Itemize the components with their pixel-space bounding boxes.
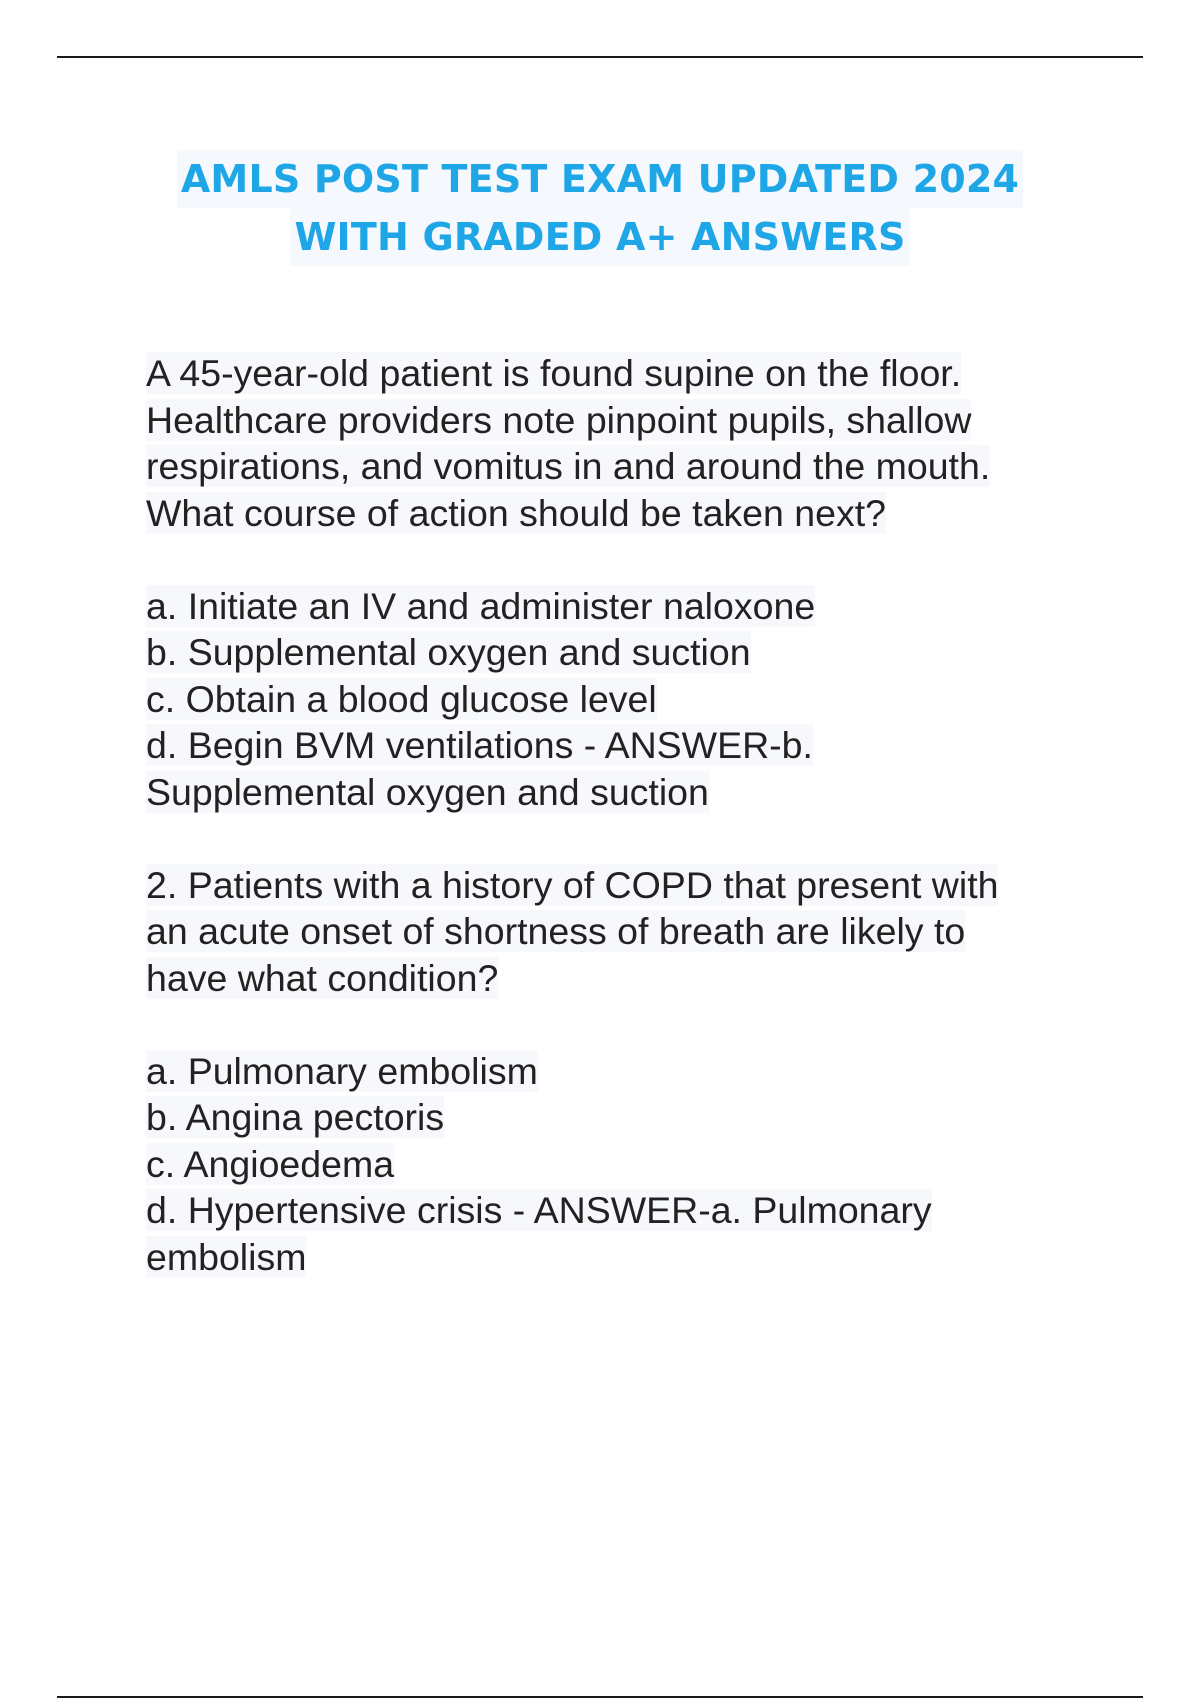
option-a: a. Pulmonary embolism [146, 1049, 538, 1092]
question-2 [146, 862, 1086, 1281]
bottom-rule [57, 1696, 1143, 1698]
question-text-line: Healthcare providers note pinpoint pupils, shallow [146, 398, 972, 441]
spacer [146, 1001, 1086, 1048]
option-c: c. Obtain a blood glucose level [146, 677, 657, 720]
question-text-line: A 45-year-old patient is found supine on the floor. [146, 352, 962, 394]
spacer [146, 536, 1086, 583]
spacer [146, 815, 1086, 862]
option-b: b. Supplemental oxygen and suction [146, 631, 751, 673]
option-d: d. Begin BVM ventilations - ANSWER-b. [146, 724, 813, 766]
document-title [0, 150, 1200, 266]
question-text-line: What course of action should be taken next? [146, 491, 887, 534]
option-a: a. Initiate an IV and administer naloxone [146, 584, 816, 627]
title-line-2: WITH GRADED A+ ANSWERS [290, 208, 909, 266]
question-text-line: 2. Patients with a history of COPD that present with [146, 863, 999, 906]
answer-continuation: Supplemental oxygen and suction [146, 770, 709, 813]
top-rule [57, 56, 1143, 58]
option-b: b. Angina pectoris [146, 1096, 445, 1138]
title-line-1: AMLS POST TEST EXAM UPDATED 2024 [177, 150, 1023, 208]
answer-continuation: embolism [146, 1235, 307, 1278]
option-d: d. Hypertensive crisis - ANSWER-a. Pulmonary [146, 1189, 932, 1231]
question-1 [146, 350, 1086, 815]
option-c: c. Angioedema [146, 1142, 395, 1185]
question-text-line: respirations, and vomitus in and around the mouth. [146, 445, 991, 487]
document-body [146, 350, 1086, 1280]
question-text-line: have what condition? [146, 956, 499, 999]
question-text-line: an acute onset of shortness of breath are likely to [146, 910, 966, 952]
